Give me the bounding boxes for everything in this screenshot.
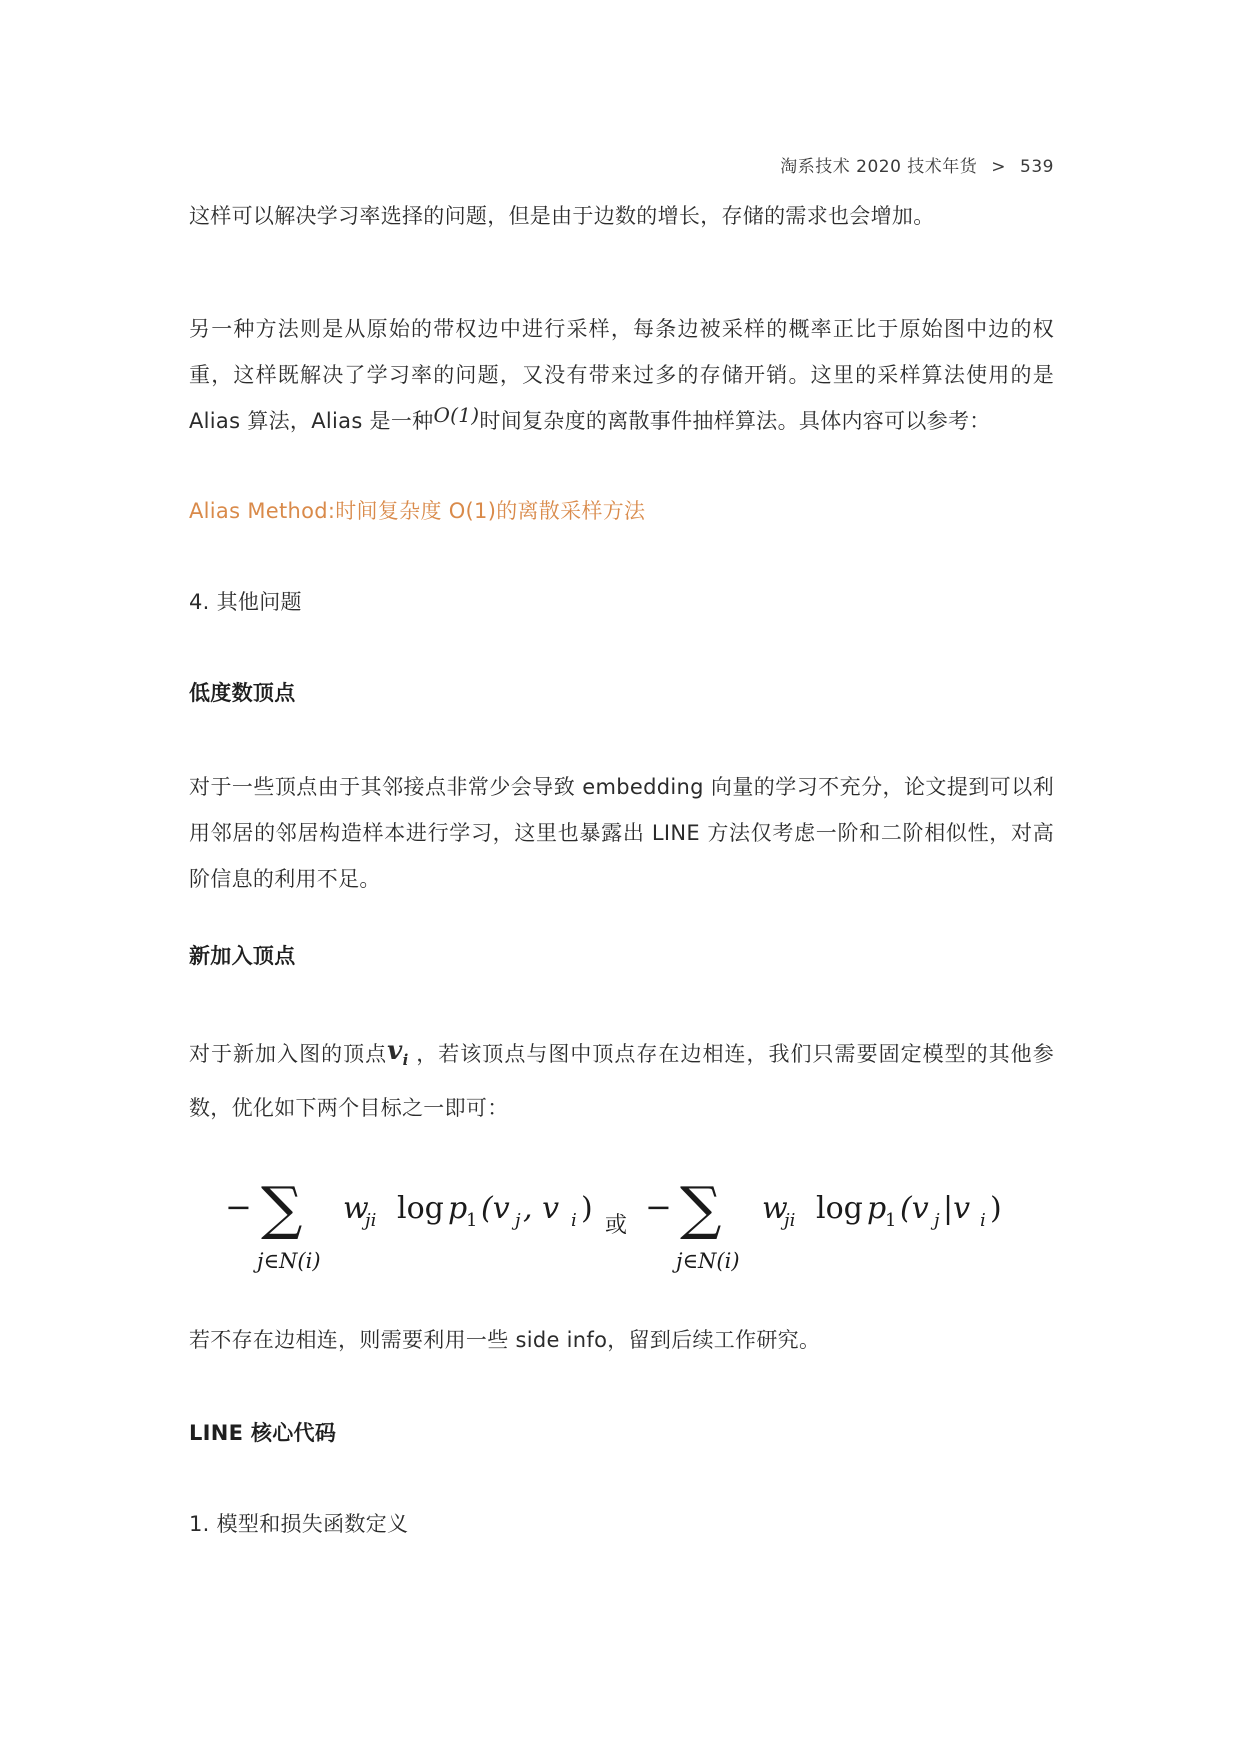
formula-w-sub-2: ji (784, 1210, 796, 1231)
book-title: 淘系技术 2020 技术年货 (780, 157, 978, 177)
list-item-model-loss: 1. 模型和损失函数定义 (189, 1512, 409, 1536)
formula-j-2: j (934, 1210, 940, 1231)
formula-p-sub-2: 1 (885, 1210, 897, 1231)
formula-j-1: j (515, 1210, 521, 1231)
objective-formula (225, 1160, 1025, 1280)
formula-args-open-1: (v (481, 1191, 510, 1226)
heading-new-vertex: 新加入顶点 (189, 944, 296, 968)
formula-sum-sub-1: j∈N(i) (257, 1249, 321, 1273)
vertex-math: $v_i$ (387, 1036, 409, 1070)
formula-sum-sub-2: j∈N(i) (676, 1249, 740, 1273)
formula-sigma-2: ∑ (680, 1174, 722, 1242)
paragraph-sampling (189, 306, 1054, 444)
paragraph-low-degree: 对于一些顶点由于其邻接点非常少会导致 embedding 向量的学习不充分，论文提到可以利用邻居的邻居构造样本进行学习，这里也暴露出 LINE 方法仅考虑一阶和二阶相似性，对高阶信息的利用不足。 (189, 775, 1054, 891)
formula-args-close-1: ) (581, 1191, 593, 1226)
paragraph-new-vertex-text-a: 对于新加入图的顶点 (189, 1042, 388, 1066)
formula-or: 或 (605, 1213, 628, 1238)
big-o-math: O(1) (433, 403, 480, 427)
formula-log-1: log (397, 1191, 444, 1226)
paragraph-sampling-text-b: 时间复杂度的离散事件抽样算法。具体内容可以参考： (479, 409, 991, 433)
paragraph-sampling-text-a: 另一种方法则是从原始的带权边中进行采样，每条边被采样的概率正比于原始图中边的权重，这样既解决了学习率的问题，又没有带来过多的存储开销。这里的采样算法使用的是 Alias 算法，Alias 是一种 (189, 317, 1054, 433)
formula-minus-1: − (225, 1188, 252, 1226)
formula-args-bar-2: |v (943, 1191, 971, 1226)
paragraph-storage: 这样可以解决学习率选择的问题，但是由于边数的增长，存储的需求也会增加。 (189, 204, 935, 228)
formula-w-2: w (762, 1191, 788, 1226)
paragraph-new-vertex-text-b: ，若该顶点与图中顶点存在边相连，我们只需要固定模型的其他参数，优化如下两个目标之一即可： (189, 1042, 1054, 1121)
formula-args-mid-1: , v (523, 1191, 560, 1226)
formula-w-1: w (343, 1191, 369, 1226)
formula-p-2: p (867, 1191, 887, 1226)
formula-p-1: p (448, 1191, 468, 1226)
formula-w-sub-1: ji (365, 1210, 377, 1231)
formula-args-close-2: ) (990, 1191, 1002, 1226)
formula-i-1: i (571, 1210, 577, 1231)
paragraph-new-vertex (189, 1030, 1054, 1131)
section-other-issues: 4. 其他问题 (189, 590, 302, 614)
alias-method-link[interactable]: Alias Method:时间复杂度 O(1)的离散采样方法 (189, 499, 646, 523)
header-separator: > (991, 157, 1007, 177)
page-number: 539 (1020, 157, 1054, 177)
formula-log-2: log (816, 1191, 863, 1226)
formula-i-2: i (980, 1210, 986, 1231)
paragraph-side-info: 若不存在边相连，则需要利用一些 side info，留到后续工作研究。 (189, 1328, 821, 1352)
formula-minus-2: − (645, 1188, 672, 1226)
heading-low-degree: 低度数顶点 (189, 681, 296, 705)
formula-sigma-1: ∑ (261, 1174, 303, 1242)
formula-p-sub-1: 1 (466, 1210, 478, 1231)
formula-args-open-2: (v (900, 1191, 929, 1226)
page-header (780, 152, 1054, 177)
heading-core-code: LINE 核心代码 (189, 1421, 337, 1445)
